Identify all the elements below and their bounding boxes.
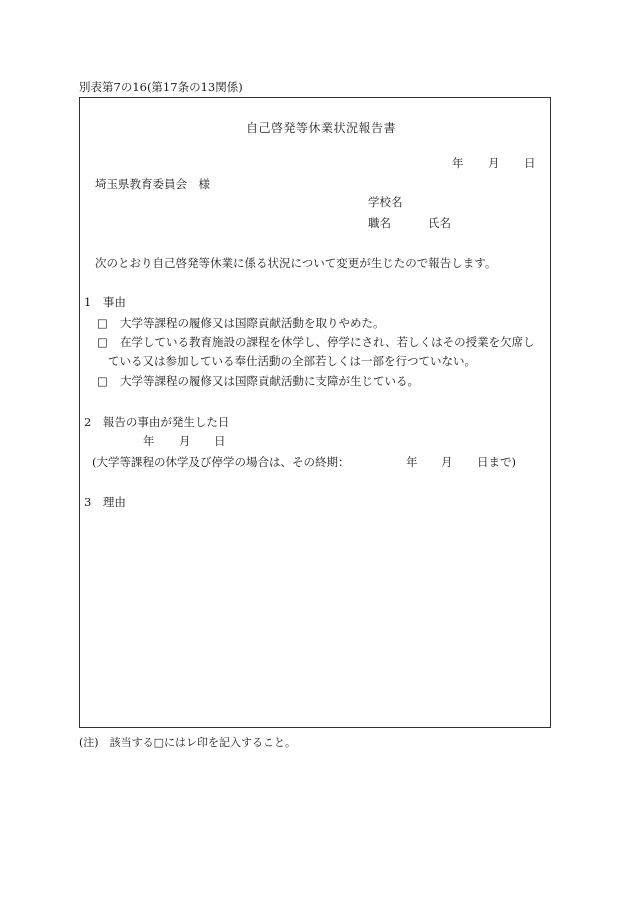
section-1-heading: 1 事由 [84, 295, 126, 309]
name-label: 氏名 [428, 216, 451, 230]
intro-text: 次のとおり自己啓発等休業に係る状況について変更が生じたので報告します。 [95, 256, 497, 270]
suspension-end-note-suffix: 日まで) [477, 455, 516, 469]
suspension-end-note-prefix: (大学等課程の休学及び停学の場合は、その終期： [92, 455, 350, 469]
reason-checkbox-1[interactable]: □ [97, 316, 108, 330]
position-label: 職名 [368, 216, 391, 230]
footnote: (注) 該当する□にはレ印を記入すること。 [79, 736, 296, 749]
reason-option-1-text: 大学等課程の履修又は国際貢献活動を取りやめた。 [120, 316, 385, 330]
section-3-heading: 3 理由 [84, 495, 126, 509]
date-day-label: 日 [524, 156, 536, 170]
addressee: 埼玉県教育委員会 様 [95, 177, 210, 191]
form-title: 自己啓発等休業状況報告書 [246, 121, 397, 135]
reason-option-3-text: 大学等課程の履修又は国際貢献活動に支障が生じている。 [120, 374, 419, 388]
reason-checkbox-3[interactable]: □ [97, 374, 108, 388]
occurrence-day-label: 日 [214, 434, 226, 448]
section-2-heading: 2 報告の事由が発生した日 [84, 415, 230, 429]
report-form-frame [79, 97, 551, 728]
reason-option-2-text-line2: ている又は参加している奉仕活動の全部若しくは一部を行つていない。 [108, 354, 476, 368]
date-year-label: 年 [452, 156, 464, 170]
date-month-label: 月 [488, 156, 500, 170]
occurrence-year-label: 年 [143, 434, 155, 448]
occurrence-month-label: 月 [179, 434, 191, 448]
reason-option-2-text-line1: 在学している教育施設の課程を休学し、停学にされ、若しくはその授業を欠席し [120, 335, 535, 349]
reason-checkbox-2[interactable]: □ [97, 335, 108, 349]
school-name-label: 学校名 [368, 195, 403, 209]
suspension-end-month-label: 月 [441, 455, 453, 469]
form-reference-label: 別表第7の16(第17条の13関係) [79, 80, 243, 94]
suspension-end-year-label: 年 [406, 455, 418, 469]
